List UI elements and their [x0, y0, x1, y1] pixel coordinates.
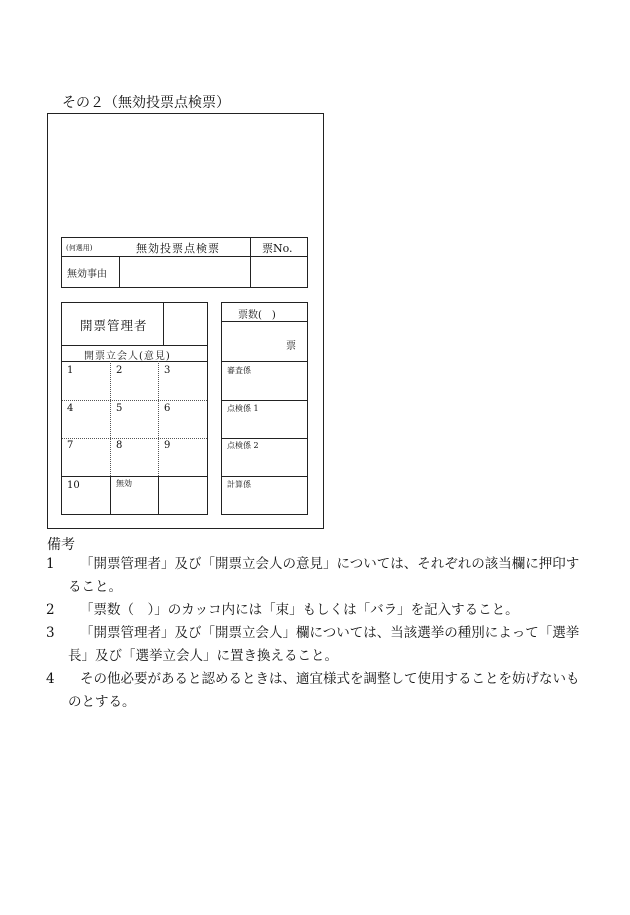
count-table: [221, 302, 308, 515]
role-checker-1: 点検係 1: [227, 404, 259, 413]
remark-item: [46, 622, 586, 668]
cell-3: 3: [164, 365, 171, 376]
label-invalid-reason: 無効事由: [67, 269, 107, 280]
cell-1: 1: [67, 365, 74, 376]
remark-text: 「票数（ ）」のカッコ内には「束」もしくは「バラ」を記入すること。: [80, 602, 519, 618]
remark-number: 4: [46, 671, 55, 687]
remarks-title: 備考: [47, 537, 75, 553]
cell-8: 8: [116, 440, 123, 451]
cell-4: 4: [67, 403, 74, 414]
page-heading: その２（無効投票点検票）: [62, 95, 230, 111]
remark-item: [46, 599, 586, 622]
remark-number: 1: [46, 556, 55, 572]
label-ticket-number: 票No.: [262, 242, 293, 255]
count-unit: 票: [286, 341, 296, 352]
cell-5: 5: [116, 403, 123, 414]
remark-text: 「開票管理者」及び「開票立会人」欄については、当該選挙の種別によって「選挙長」及び「選挙立会人」に置き換えること。: [68, 625, 580, 664]
remark-number: 2: [46, 602, 55, 618]
label-title: 無効投票点検票: [136, 242, 220, 255]
label-strip: [61, 237, 308, 288]
manager-label: 開票管理者: [80, 318, 148, 333]
cell-7: 7: [67, 440, 74, 451]
role-reviewer: 審査係: [227, 366, 251, 375]
role-checker-2: 点検係 2: [227, 441, 259, 450]
cell-9: 9: [164, 440, 171, 451]
remark-item: [46, 553, 586, 599]
remark-text: その他必要があると認めるときは、適宜様式を調整して使用することを妨げないものとする。: [68, 671, 580, 710]
role-calculator: 計算係: [227, 480, 251, 489]
label-tiny: (何選用): [66, 244, 93, 252]
cell-6: 6: [164, 403, 171, 414]
remark-item: [46, 668, 586, 714]
witness-table: [61, 302, 208, 515]
count-header: 票数( ): [238, 310, 276, 321]
cell-invalid: 無効: [116, 479, 132, 488]
cell-10: 10: [67, 480, 80, 491]
cell-2: 2: [116, 365, 123, 376]
remark-number: 3: [46, 625, 55, 641]
witness-header: 開票立会人(意見): [84, 351, 171, 362]
remark-text: 「開票管理者」及び「開票立会人の意見」については、それぞれの該当欄に押印すること。: [68, 556, 580, 595]
